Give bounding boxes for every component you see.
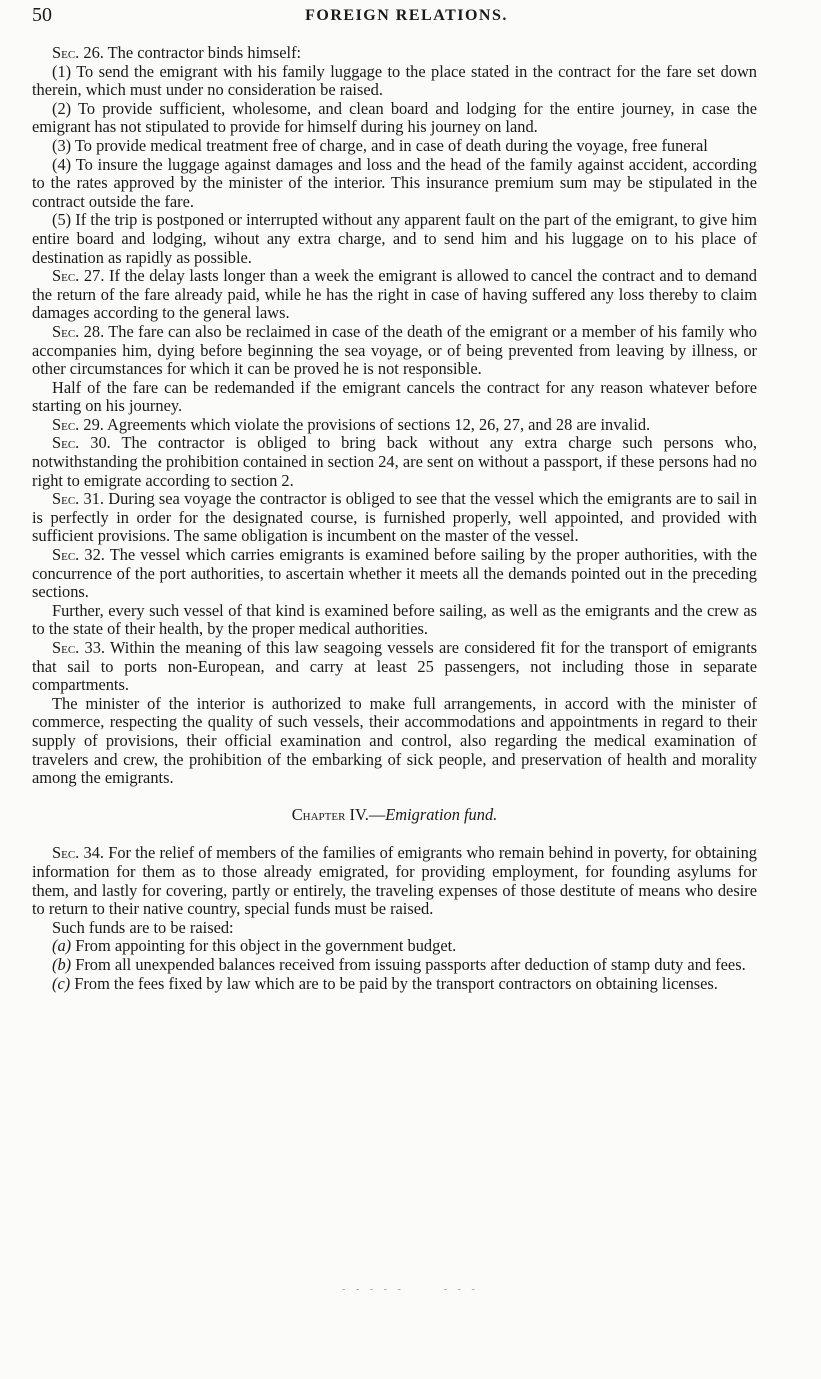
section-label: Sec. — [52, 545, 80, 565]
paragraph-text: 32. The vessel which carries emigrants is examined before sailing by the proper authorities, with the concurrence of the port authorities, to ascertain whether it meets all the demands pointed out in the preceding sections. — [32, 545, 757, 602]
item-label: (c) — [52, 973, 71, 993]
section-label: Sec. — [52, 414, 80, 434]
paragraph-text: 28. The fare can also be reclaimed in case of the death of the emigrant or a member of his family who accompanies him, dying before beginning the sea voyage, or of being prevented from leaving by illness, or other circumstances for which it can be proved he is not responsible. — [32, 321, 757, 379]
section-label: Sec. — [52, 489, 80, 509]
paragraph-sec-32 — [32, 546, 757, 602]
chapter-title: Emigration fund. — [385, 804, 498, 824]
section-label: Sec. — [52, 266, 80, 286]
section-label: Sec. — [52, 321, 80, 341]
section-label: Sec. — [52, 843, 80, 863]
paragraph-sec-28 — [32, 323, 757, 379]
running-title: FOREIGN RELATIONS. — [305, 7, 508, 24]
section-label: Sec. — [52, 638, 80, 657]
paragraph-item-c — [32, 975, 757, 994]
paragraph-clause-2: (2) To provide sufficient, wholesome, and clean board and lodging for the entire journey, in case the emigrant has not stipulated to provide for himself during his journey on land. — [32, 98, 757, 137]
paragraph-sec-33 — [32, 639, 757, 695]
page-header — [32, 4, 781, 28]
paragraph-sec-31 — [32, 490, 757, 546]
section-label: Sec. — [52, 43, 80, 62]
paragraph-sec-26 — [32, 44, 757, 63]
chapter-heading — [32, 806, 757, 825]
paragraph-text: From all unexpended balances received from issuing passports after deduction of stamp duty and fees. — [71, 954, 746, 974]
end-ornament: - - - - - - - - — [342, 1284, 479, 1295]
section-label: Sec. — [52, 433, 80, 453]
chapter-number: IV.— — [345, 804, 386, 824]
chapter-label: Chapter — [291, 804, 346, 824]
paragraph-text: 33. Within the meaning of this law seagoing vessels are considered fit for the transport of emigrants that sail to ports non-European, and carry at least 25 passengers, not including those in separate compartments. — [32, 638, 757, 695]
paragraph-text: 26. The contractor binds himself: — [79, 43, 302, 62]
paragraph-item-a — [32, 937, 757, 956]
paragraph-text: 34. For the relief of members of the families of emigrants who remain behind in poverty, for obtaining information for them as to those already emigrated, for providing employment, for founding asylums for them, and lastly for covering, partly or entirely, the traveling expenses of those destitute of means who desire to return to their native country, special funds must be raised. — [32, 843, 757, 919]
paragraph-sec-29 — [32, 416, 757, 435]
paragraph-funds: Such funds are to be raised: — [52, 917, 234, 937]
paragraph-clause-1: (1) To send the emigrant with his family luggage to the place stated in the contract for the fare set down therein, which must under no consideration be raised. — [32, 61, 757, 100]
paragraph-text: 30. The contractor is obliged to bring back without any extra charge such persons who, notwithstanding the prohibition contained in section 24, are sent on without a passport, if these persons had no right to emigrate according to section 2. — [32, 433, 757, 490]
paragraph-text: From the fees fixed by law which are to be paid by the transport contractors on obtaining licenses. — [70, 973, 718, 993]
paragraph-half-fare: Half of the fare can be redemanded if the emigrant cancels the contract for any reason whatever before starting on his journey. — [32, 377, 757, 416]
paragraph-sec-34 — [32, 844, 757, 918]
paragraph-minister: The minister of the interior is authorized to make full arrangements, in accord with the minister of commerce, respecting the quality of such vessels, their accommodations and appointments in regard to their supply of provisions, their official examination and control, also regarding the medical examination of travelers and crew, the prohibition of the embarking of sick people, and preservation of health and morality among the emigrants. — [32, 693, 757, 788]
paragraph-further: Further, every such vessel of that kind is examined before sailing, as well as the emigrants and the crew as to the state of their health, by the proper medical authorities. — [32, 600, 757, 639]
paragraph-clause-4: (4) To insure the luggage against damages and loss and the head of the family against accident, according to the rates approved by the minister of the interior. This insurance premium sum may be stipulated in the contract outside the fare. — [32, 154, 757, 211]
paragraph-sec-30 — [32, 434, 757, 490]
paragraph-clause-3: (3) To provide medical treatment free of charge, and in case of death during the voyage, free funeral — [52, 135, 708, 155]
paragraph-text: 27. If the delay lasts longer than a week the emigrant is allowed to cancel the contract and to demand the return of the fare already paid, while he has the right in case of having suffered any loss thereby to claim damages according to the general laws. — [32, 266, 757, 323]
paragraph-text: 31. During sea voyage the contractor is obliged to see that the vessel which the emigrants are to sail in is perfectly in order for the designated course, is furnished properly, well appointed, and provided with sufficient provisions. The same obligation is incumbent on the master of the vessel. — [32, 489, 757, 546]
paragraph-item-b — [32, 956, 757, 975]
page-number: 50 — [32, 4, 52, 26]
item-label: (a) — [52, 936, 72, 956]
body-text — [32, 44, 757, 993]
paragraph-text: From appointing for this object in the government budget. — [71, 936, 457, 956]
paragraph-clause-5: (5) If the trip is postponed or interrupted without any apparent fault on the part of the emigrant, to give him entire board and lodging, wihout any extra charge, and to send him and his luggage on to his place of destination as rapidly as possible. — [32, 210, 757, 267]
item-label: (b) — [52, 954, 72, 974]
paragraph-sec-27 — [32, 267, 757, 323]
paragraph-text: 29. Agreements which violate the provisions of sections 12, 26, 27, and 28 are invalid. — [79, 414, 651, 434]
